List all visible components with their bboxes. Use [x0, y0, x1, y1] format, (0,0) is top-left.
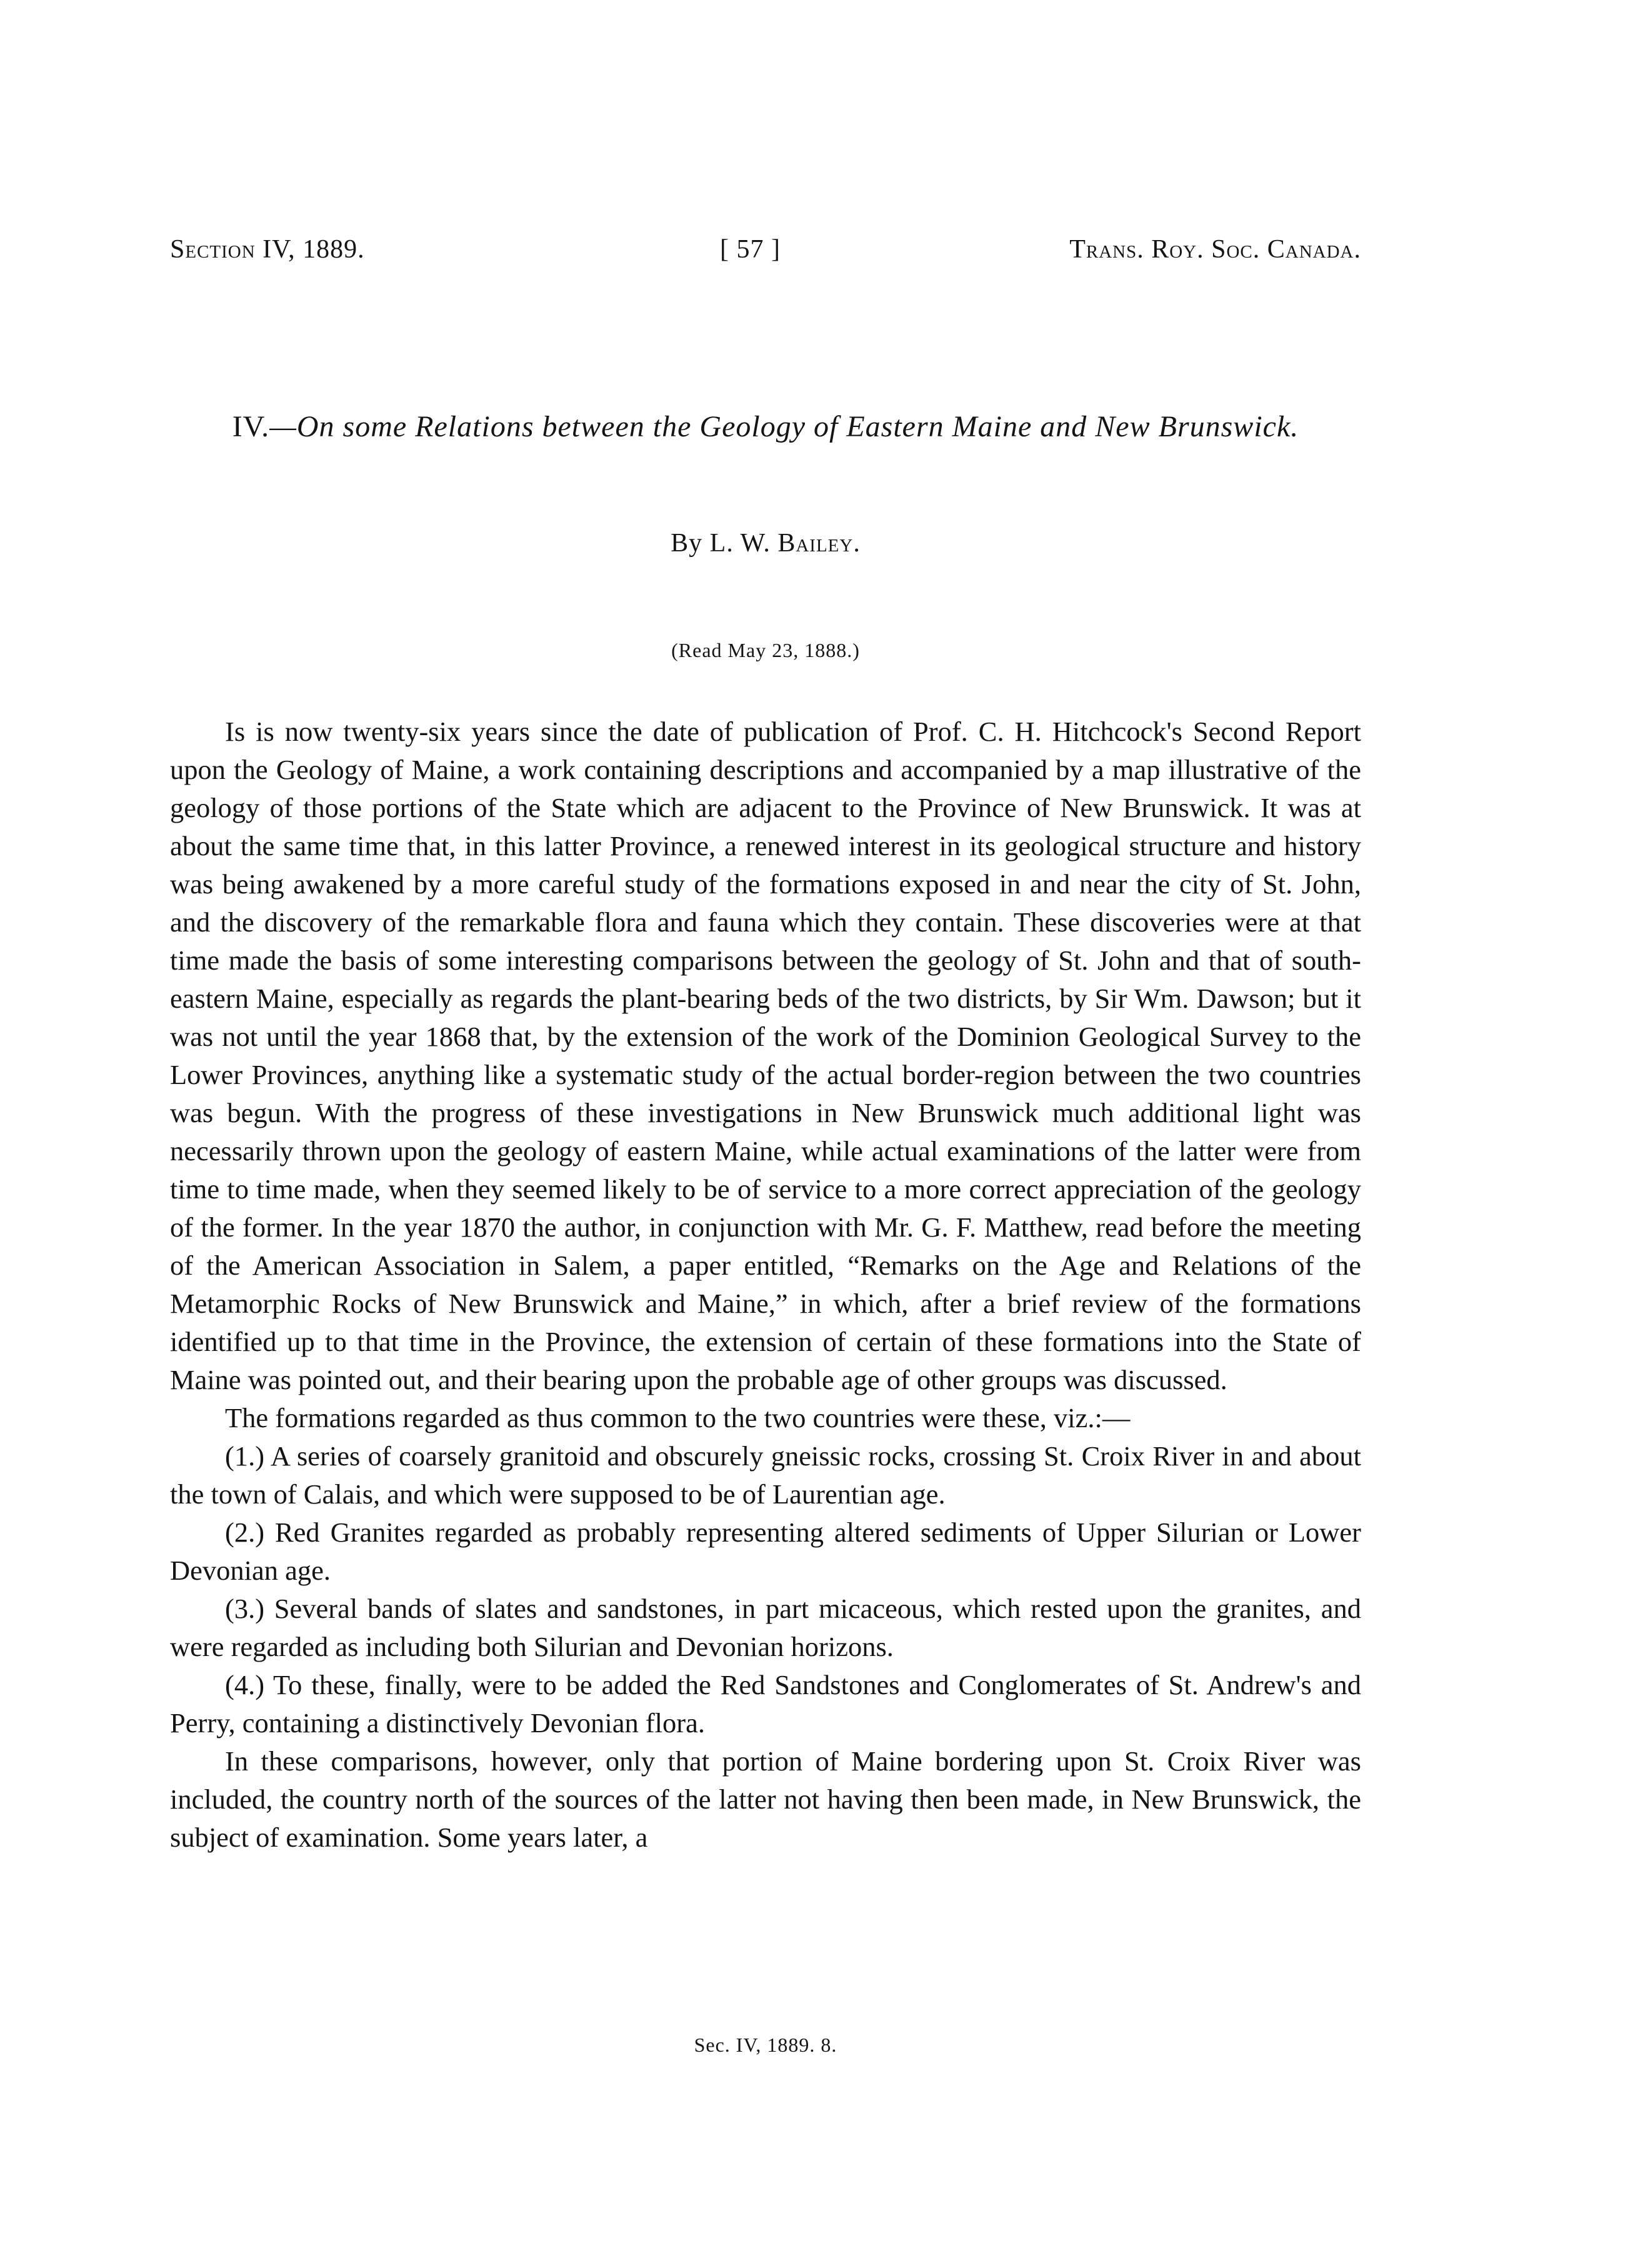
running-head-section: Section IV, 1889.	[170, 235, 365, 264]
body-text	[170, 713, 1361, 1857]
page-number: [ 57 ]	[720, 235, 781, 264]
author-name: L. W. Bailey.	[709, 529, 861, 558]
article-number: IV.	[232, 410, 270, 443]
paragraph-formations-lead: The formations regarded as thus common to the two countries were these, viz.:—	[225, 1402, 1131, 1433]
list-item-4: (4.) To these, finally, were to be added the Red Sandstones and Conglomerates of St. Andrew's and Perry, containing a distinctively Devonian flora.	[170, 1669, 1361, 1739]
article-title	[170, 409, 1361, 444]
read-date: (Read May 23, 1888.)	[671, 639, 860, 661]
list-item-1: (1.) A series of coarsely granitoid and obscurely gneissic rocks, crossing St. Croix River in and about the town of Calais, and which were supposed to be of Laurentian age.	[170, 1440, 1361, 1510]
list-item-3: (3.) Several bands of slates and sandstones, in part micaceous, which rested upon the granites, and were regarded as including both Silurian and Devonian horizons.	[170, 1593, 1361, 1662]
running-head-journal: Trans. Roy. Soc. Canada.	[1069, 235, 1361, 264]
article-title-text: —On some Relations between the Geology of Eastern Maine and New Brunswick.	[269, 410, 1299, 443]
running-head	[170, 234, 1361, 272]
paragraph-intro: Is is now twenty-six years since the date of publication of Prof. C. H. Hitchcock's Second Report upon the Geology of Maine, a work containing descriptions and accompanied by a map illustrative of the geology of those portions of the State which are adjacent to the Province of New Brunswick. It was at about the same time that, in this latter Province, a renewed interest in its geological structure and history was being awakened by a more careful study of the formations exposed in and near the city of St. John, and the discovery of the remarkable flora and fauna which they contain. These discoveries were at that time made the basis of some interesting comparisons between the geology of St. John and that of south-eastern Maine, especially as regards the plant-bearing beds of the two districts, by Sir Wm. Dawson; but it was not until the year 1868 that, by the extension of the work of the Dominion Geological Survey to the Lower Provinces, anything like a systematic study of the actual border-region between the two countries was begun. With the progress of these investigations in New Brunswick much additional light was necessarily thrown upon the geology of eastern Maine, while actual examinations of the latter were from time to time made, when they seemed likely to be of service to a more correct appreciation of the geology of the former. In the year 1870 the author, in conjunction with Mr. G. F. Matthew, read before the meeting of the American Association in Salem, a paper entitled, “Remarks on the Age and Relations of the Metamorphic Rocks of New Brunswick and Maine,” in which, after a brief review of the formations identified up to that time in the Province, the extension of certain of these formations into the State of Maine was pointed out, and their bearing upon the probable age of other groups was discussed.	[170, 716, 1361, 1395]
byline	[170, 528, 1361, 558]
signature-mark: Sec. IV, 1889. 8.	[694, 2034, 837, 2056]
paragraph-comparisons: In these comparisons, however, only that portion of Maine bordering upon St. Croix River was included, the country north of the sources of the latter not having then been made, in New Brunswick, the subject of examination. Some years later, a	[170, 1745, 1361, 1853]
byline-prefix: By	[671, 529, 703, 558]
list-item-2: (2.) Red Granites regarded as probably representing altered sediments of Upper Silurian or Lower Devonian age.	[170, 1517, 1361, 1586]
